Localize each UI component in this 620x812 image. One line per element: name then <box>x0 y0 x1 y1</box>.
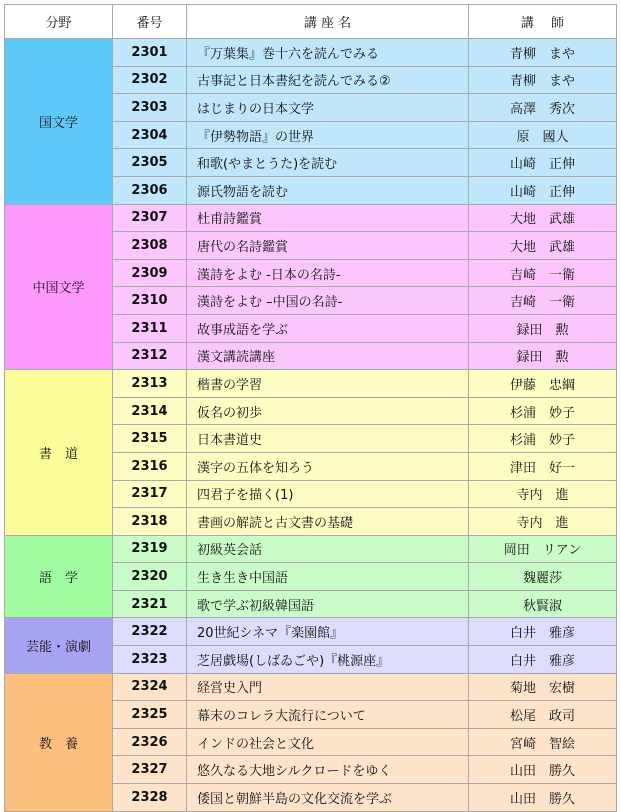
course-table <box>4 4 617 812</box>
course-number: 2309 <box>113 259 187 287</box>
course-teacher: 吉崎 一衛 <box>469 259 617 287</box>
course-title: 漢字の五体を知ろう <box>187 452 469 480</box>
header-number: 番号 <box>113 5 187 39</box>
header-row <box>5 5 617 39</box>
course-teacher: 青柳 まや <box>469 39 617 67</box>
course-title: 芝居戯場(しばゐごや)『桃源座』 <box>187 646 469 674</box>
course-number: 2328 <box>113 784 187 812</box>
course-table-container <box>4 4 617 812</box>
course-title: 経営史入門 <box>187 673 469 701</box>
course-title: 『伊勢物語』の世界 <box>187 121 469 149</box>
course-teacher: 青柳 まや <box>469 66 617 94</box>
course-teacher: 秋賢淑 <box>469 590 617 618</box>
course-teacher: 松尾 政司 <box>469 701 617 729</box>
course-teacher: 山田 勝久 <box>469 784 617 812</box>
header-teacher: 講 師 <box>469 5 617 39</box>
table-header <box>5 5 617 39</box>
course-title: 源氏物語を読む <box>187 176 469 204</box>
course-number: 2319 <box>113 535 187 563</box>
course-title: 四君子を描く(1) <box>187 480 469 508</box>
table-body <box>5 39 617 812</box>
course-title: 『万葉集』巻十六を読んでみる <box>187 39 469 67</box>
course-number: 2314 <box>113 397 187 425</box>
course-title: 和歌(やまとうた)を読む <box>187 149 469 177</box>
course-title: 唐代の名詩鑑賞 <box>187 232 469 260</box>
course-number: 2302 <box>113 66 187 94</box>
course-teacher: 岡田 リアン <box>469 535 617 563</box>
course-title: 日本書道史 <box>187 425 469 453</box>
course-teacher: 津田 好一 <box>469 452 617 480</box>
course-title: 幕末のコレラ大流行について <box>187 701 469 729</box>
category-cell: 語 学 <box>5 535 113 618</box>
course-title: 20世紀シネマ『楽園館』 <box>187 618 469 646</box>
course-number: 2318 <box>113 508 187 536</box>
course-title: 漢文講読講座 <box>187 342 469 370</box>
table-row <box>5 673 617 701</box>
course-number: 2306 <box>113 176 187 204</box>
course-teacher: 寺内 進 <box>469 508 617 536</box>
table-row <box>5 618 617 646</box>
course-teacher: 山崎 正伸 <box>469 149 617 177</box>
course-number: 2305 <box>113 149 187 177</box>
course-title: 漢詩をよむ -日本の名詩- <box>187 259 469 287</box>
course-number: 2327 <box>113 756 187 784</box>
course-title: 倭国と朝鮮半島の文化交流を学ぶ <box>187 784 469 812</box>
course-teacher: 山崎 正伸 <box>469 176 617 204</box>
course-teacher: 原 國人 <box>469 121 617 149</box>
course-teacher: 山田 勝久 <box>469 756 617 784</box>
course-teacher: 杉浦 妙子 <box>469 397 617 425</box>
course-number: 2308 <box>113 232 187 260</box>
course-number: 2301 <box>113 39 187 67</box>
course-title: インドの社会と文化 <box>187 728 469 756</box>
course-number: 2310 <box>113 287 187 315</box>
course-number: 2313 <box>113 370 187 398</box>
course-teacher: 録田 勲 <box>469 314 617 342</box>
course-teacher: 魏麗莎 <box>469 563 617 591</box>
course-title: 古事記と日本書紀を読んでみる② <box>187 66 469 94</box>
course-title: 生き生き中国語 <box>187 563 469 591</box>
table-row <box>5 204 617 232</box>
course-title: 悠久なる大地シルクロードをゆく <box>187 756 469 784</box>
course-number: 2320 <box>113 563 187 591</box>
header-category: 分野 <box>5 5 113 39</box>
course-title: 仮名の初歩 <box>187 397 469 425</box>
course-title: はじまりの日本文学 <box>187 94 469 122</box>
course-number: 2317 <box>113 480 187 508</box>
course-teacher: 大地 武雄 <box>469 232 617 260</box>
course-teacher: 宮崎 智絵 <box>469 728 617 756</box>
course-title: 楷書の学習 <box>187 370 469 398</box>
table-row <box>5 535 617 563</box>
header-title: 講 座 名 <box>187 5 469 39</box>
category-cell: 中国文学 <box>5 204 113 370</box>
category-cell: 教 養 <box>5 673 113 811</box>
table-row <box>5 39 617 67</box>
course-teacher: 吉崎 一衛 <box>469 287 617 315</box>
course-number: 2323 <box>113 646 187 674</box>
category-cell: 国文学 <box>5 39 113 205</box>
course-teacher: 寺内 進 <box>469 480 617 508</box>
course-number: 2324 <box>113 673 187 701</box>
category-cell: 芸能・演劇 <box>5 618 113 673</box>
course-number: 2322 <box>113 618 187 646</box>
course-teacher: 高澤 秀次 <box>469 94 617 122</box>
course-teacher: 白井 雅彦 <box>469 646 617 674</box>
course-teacher: 録田 勲 <box>469 342 617 370</box>
course-teacher: 大地 武雄 <box>469 204 617 232</box>
course-title: 歌で学ぶ初級韓国語 <box>187 590 469 618</box>
course-teacher: 杉浦 妙子 <box>469 425 617 453</box>
course-number: 2315 <box>113 425 187 453</box>
course-title: 杜甫詩鑑賞 <box>187 204 469 232</box>
course-number: 2311 <box>113 314 187 342</box>
table-row <box>5 370 617 398</box>
course-number: 2325 <box>113 701 187 729</box>
course-number: 2316 <box>113 452 187 480</box>
course-teacher: 白井 雅彦 <box>469 618 617 646</box>
course-number: 2321 <box>113 590 187 618</box>
course-teacher: 伊藤 忠綱 <box>469 370 617 398</box>
course-title: 故事成語を学ぶ <box>187 314 469 342</box>
course-teacher: 菊地 宏樹 <box>469 673 617 701</box>
course-number: 2304 <box>113 121 187 149</box>
course-number: 2326 <box>113 728 187 756</box>
course-title: 書画の解読と古文書の基礎 <box>187 508 469 536</box>
course-number: 2307 <box>113 204 187 232</box>
course-title: 漢詩をよむ –中国の名詩- <box>187 287 469 315</box>
course-number: 2312 <box>113 342 187 370</box>
category-cell: 書 道 <box>5 370 113 536</box>
course-number: 2303 <box>113 94 187 122</box>
course-title: 初級英会話 <box>187 535 469 563</box>
